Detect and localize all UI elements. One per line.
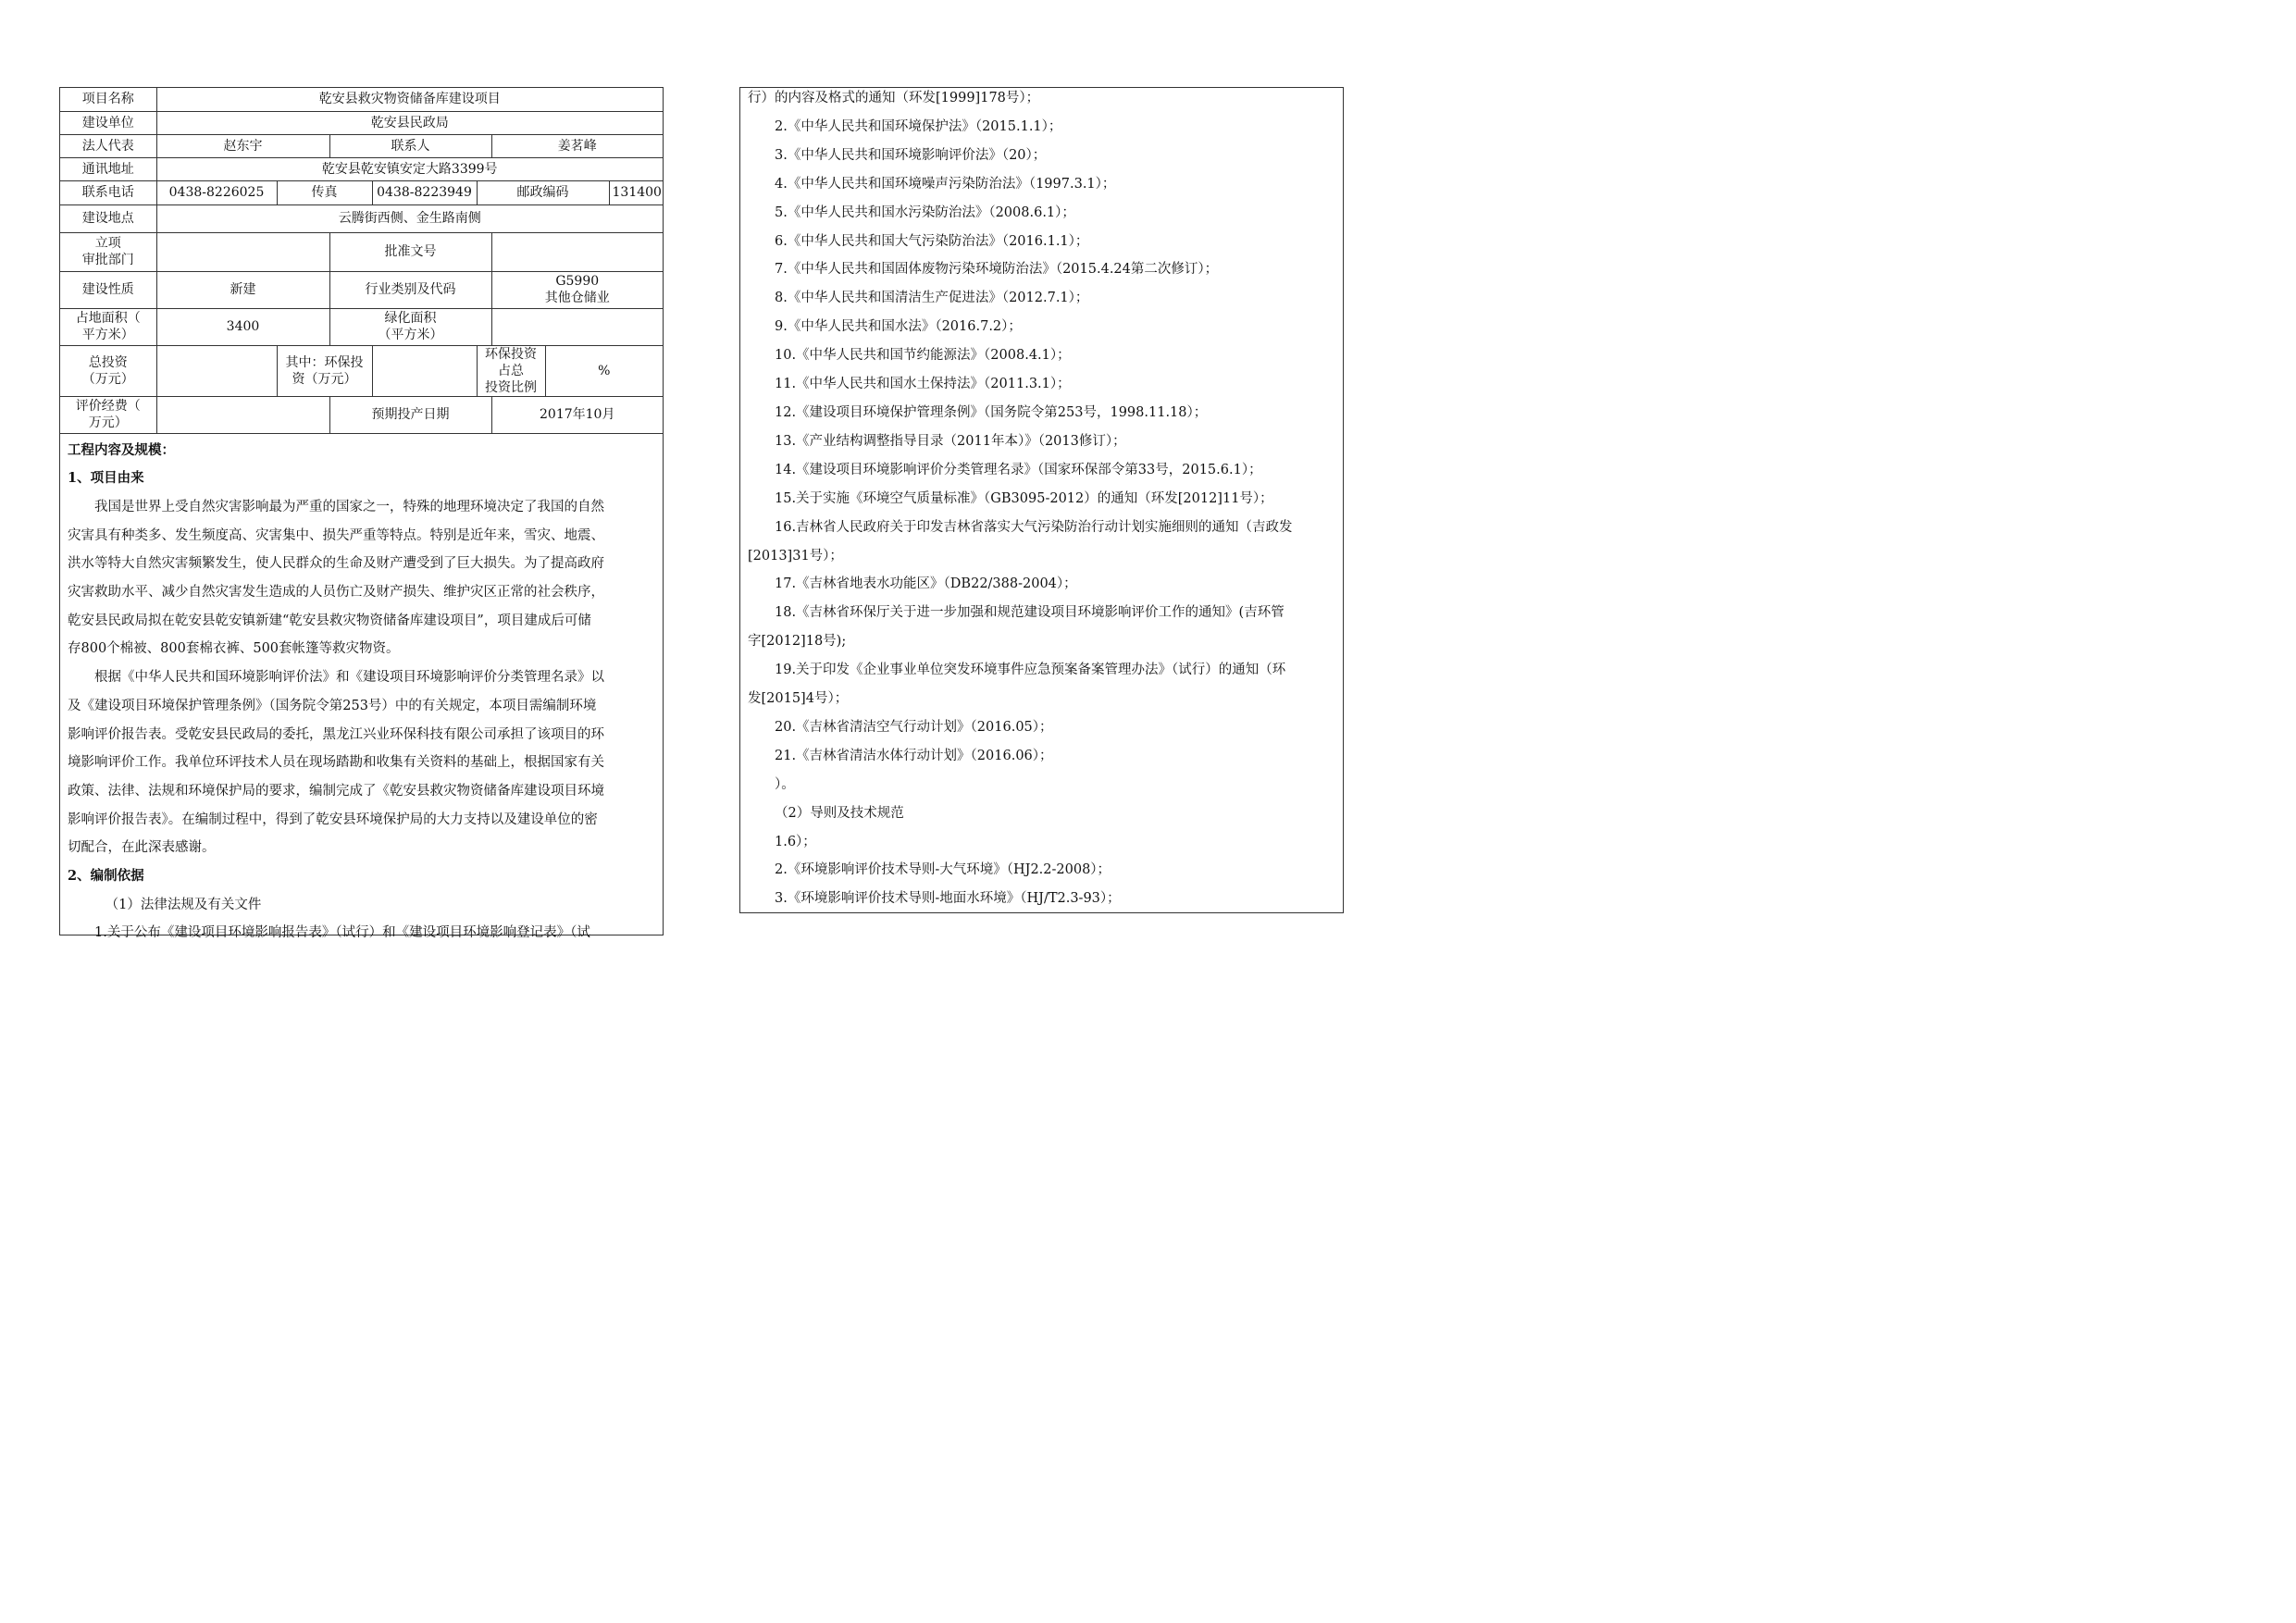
area-label-line2: 平方米） [81, 328, 134, 342]
reference-line: 7.《中华人民共和国固体废物污染环境防治法》（2015.4.24第二次修订）； [775, 262, 1219, 278]
location-value: 云腾街西侧、金生路南侧 [156, 204, 663, 232]
para2-line: 及《建设项目环境保护管理条例》（国务院令第253号）中的有关规定，本项目需编制环境 [68, 698, 597, 713]
para2-line: 影响评价报告表》。在编制过程中，得到了乾安县环境保护局的大力支持以及建设单位的密 [68, 812, 598, 827]
paragraph-commission [68, 663, 655, 862]
start-date-value: 2017年10月 [491, 396, 663, 433]
subheading-laws: （1）法律法规及有关文件 [105, 897, 262, 912]
heading-basis: 2、编制依据 [68, 868, 144, 885]
reference-line: 16.吉林省人民政府关于印发吉林省落实大气污染防治行动计划实施细则的通知（吉政发 [775, 519, 1293, 535]
invest-label-line1: 总投资 [88, 354, 128, 370]
env-invest-label [277, 345, 372, 396]
env-ratio-label-line2: 投资比例 [485, 379, 537, 395]
address-value: 乾安县乾安镇安定大路3399号 [156, 157, 663, 180]
phone-label: 联系电话 [60, 180, 156, 204]
reference-line: 11.《中华人民共和国水土保持法》（2011.3.1）； [775, 377, 1071, 392]
reference-line: 3.《中华人民共和国环境影响评价法》（20）； [775, 147, 1047, 163]
paragraph-origin [68, 493, 655, 663]
right-page [739, 87, 1344, 913]
approval-dept-label [60, 232, 156, 271]
row-location [60, 204, 663, 232]
reference-line: 8.《中华人民共和国清洁生产促进法》（2012.7.1）； [775, 291, 1089, 306]
fax-label: 传真 [277, 180, 372, 204]
para2-line: 政策、法律、法规和环境保护局的要求，编制完成了《乾安县救灾物资储备库建设项目环境 [68, 783, 604, 799]
env-invest-label-line2: 资（万元） [292, 371, 357, 387]
legal-rep-label: 法人代表 [60, 134, 156, 157]
builder-value: 乾安县民政局 [156, 111, 663, 134]
heading-origin: 1、项目由来 [68, 470, 144, 487]
reference-line: 21.《吉林省清洁水体行动计划》（2016.06）； [775, 748, 1053, 763]
invest-label [60, 345, 156, 396]
postcode-value: 131400 [609, 180, 663, 204]
row-address [60, 157, 663, 180]
row-area [60, 308, 663, 345]
reference-line: 19.关于印发《企业事业单位突发环境事件应急预案备案管理办法》（试行）的通知（环 [775, 663, 1286, 678]
reference-line: ）。 [775, 776, 795, 792]
reference-line: 9.《中华人民共和国水法》（2016.7.2）； [775, 319, 1022, 335]
env-ratio-label [477, 345, 545, 396]
reference-line: 17.《吉林省地表水功能区》（DB22/388-2004）； [775, 576, 1077, 592]
area-label-line1: 占地面积（ [75, 311, 141, 326]
para1-line: 洪水等特大自然灾害频繁发生，使人民群众的生命及财产遭受到了巨大损失。为了提高政府 [68, 556, 604, 572]
right-body-text [740, 84, 1343, 913]
industry-label: 行业类别及代码 [329, 271, 491, 308]
reference-line: 14.《建设项目环境影响评价分类管理名录》（国家环保部令第33号，2015.6.1）； [775, 462, 1262, 477]
reference-line: 10.《中华人民共和国节约能源法》（2008.4.1）； [775, 348, 1071, 364]
reference-line: 1.6）； [775, 834, 816, 849]
contact-value: 姜茗峰 [491, 134, 663, 157]
row-project-name [60, 88, 663, 111]
para1-line: 存800个棉被、800套棉衣裤、500套帐篷等救灾物资。 [68, 641, 400, 657]
address-label: 通讯地址 [60, 157, 156, 180]
left-body-text [60, 434, 663, 948]
reference-line: 15.关于实施《环境空气质量标准》（GB3095-2012）的通知（环发[2012]11号）； [775, 490, 1273, 506]
row-investment [60, 345, 663, 396]
industry-value [491, 271, 663, 308]
reference-line: 13.《产业结构调整指导目录（2011年本）》（2013修订）； [775, 433, 1126, 449]
phone-value: 0438-8226025 [156, 180, 277, 204]
row-builder [60, 111, 663, 134]
law-item-1: 1.关于公布《建设项目环境影响报告表》（试行）和《建设项目环境影响登记表》（试 [94, 925, 590, 941]
para2-line: 根据《中华人民共和国环境影响评价法》和《建设项目环境影响评价分类管理名录》以 [94, 670, 604, 686]
eval-fee-label [60, 396, 156, 433]
reference-line: 6.《中华人民共和国大气污染防治法》（2016.1.1）； [775, 233, 1089, 249]
project-name-label: 项目名称 [60, 88, 156, 111]
reference-line: 2.《中华人民共和国环境保护法》（2015.1.1）； [775, 118, 1062, 134]
reference-line: 3.《环境影响评价技术导则-地面水环境》（HJ/T2.3-93）； [775, 891, 1121, 907]
reference-line: 4.《中华人民共和国环境噪声污染防治法》（1997.3.1）； [775, 176, 1116, 192]
env-ratio-label-line1: 环保投资占总 [485, 346, 537, 378]
approval-dept-value [156, 232, 329, 271]
green-label-line2: （平方米） [378, 328, 443, 342]
eval-fee-label-line1: 评价经费（ [75, 399, 141, 414]
green-label [329, 308, 491, 345]
area-value: 3400 [156, 308, 329, 345]
env-invest-label-line1: 其中：环保投 [285, 354, 364, 370]
industry-name: 其他仓储业 [544, 291, 610, 305]
para1-line: 我国是世界上受自然灾害影响最为严重的国家之一，特殊的地理环境决定了我国的自然 [94, 499, 604, 514]
invest-label-line2: （万元） [81, 371, 134, 387]
reference-line: 字[2012]18号); [748, 634, 847, 650]
reference-line: 2.《环境影响评价技术导则-大气环境》（HJ2.2-2008）； [775, 862, 1111, 878]
postcode-label: 邮政编码 [477, 180, 609, 204]
reference-line: 18.《吉林省环保厅关于进一步加强和规范建设项目环境影响评价工作的通知》(吉环管 [775, 605, 1285, 621]
reference-line: 20.《吉林省清洁空气行动计划》（2016.05）； [775, 719, 1053, 735]
reference-line: 5.《中华人民共和国水污染防治法》（2008.6.1）； [775, 204, 1075, 220]
approval-no-value [491, 232, 663, 271]
green-value [491, 308, 663, 345]
project-info-table [60, 88, 663, 434]
industry-code: G5990 [555, 274, 600, 289]
para1-line: 灾害救助水平、减少自然灾害发生造成的人员伤亡及财产损失、维护灾区正常的社会秩序， [68, 585, 604, 601]
row-eval-fee [60, 396, 663, 433]
row-approval [60, 232, 663, 271]
location-label: 建设地点 [60, 204, 156, 232]
para2-line: 切配合，在此深表感谢。 [68, 840, 216, 856]
eval-fee-label-line2: 万元） [88, 415, 128, 430]
row-legal-rep [60, 134, 663, 157]
legal-rep-value: 赵东宇 [156, 134, 329, 157]
reference-line: （2）导则及技术规范 [775, 805, 904, 821]
heading-scope: 工程内容及规模： [68, 441, 175, 458]
para2-line: 境影响评价工作。我单位环评技术人员在现场踏勘和收集有关资料的基础上，根据国家有关 [68, 755, 604, 771]
contact-label: 联系人 [329, 134, 491, 157]
nature-label: 建设性质 [60, 271, 156, 308]
para2-line: 影响评价报告表。受乾安县民政局的委托，黑龙江兴业环保科技有限公司承担了该项目的环 [68, 726, 604, 742]
nature-value: 新建 [156, 271, 329, 308]
row-nature [60, 271, 663, 308]
area-label [60, 308, 156, 345]
env-invest-value [372, 345, 477, 396]
env-ratio-value: % [545, 345, 663, 396]
builder-label: 建设单位 [60, 111, 156, 134]
green-label-line1: 绿化面积 [384, 311, 437, 326]
approval-dept-label-line1: 立项 [94, 236, 121, 251]
left-page [59, 87, 664, 941]
approval-dept-label-line2: 审批部门 [81, 253, 134, 267]
start-date-label: 预期投产日期 [329, 396, 491, 433]
project-name-value: 乾安县救灾物资储备库建设项目 [156, 88, 663, 111]
reference-line: 行）的内容及格式的通知（环发[1999]178号）； [748, 91, 1040, 105]
reference-line: 12.《建设项目环境保护管理条例》（国务院令第253号，1998.11.18）； [775, 404, 1208, 420]
invest-value [156, 345, 277, 396]
eval-fee-value [156, 396, 329, 433]
fax-value: 0438-8223949 [372, 180, 477, 204]
para1-line: 灾害具有种类多、发生频度高、灾害集中、损失严重等特点。特别是近年来，雪灾、地震、 [68, 527, 604, 543]
reference-line: [2013]31号）； [748, 548, 843, 564]
row-phone [60, 180, 663, 204]
reference-line: 发[2015]4号）； [748, 691, 849, 707]
para1-line: 乾安县民政局拟在乾安县乾安镇新建“乾安县救灾物资储备库建设项目”，项目建成后可储 [68, 613, 591, 628]
approval-no-label: 批准文号 [329, 232, 491, 271]
